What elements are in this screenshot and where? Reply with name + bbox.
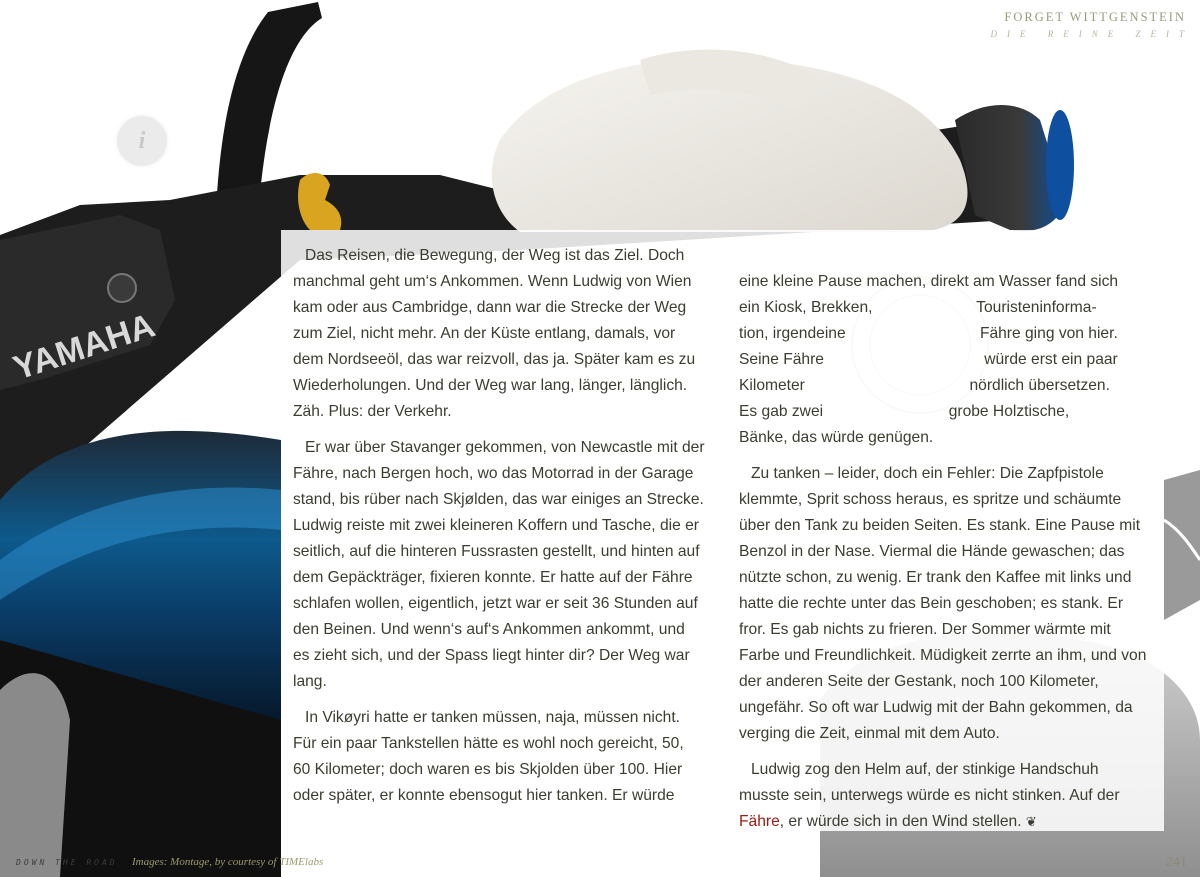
book-title: FORGET WITTGENSTEIN	[1004, 10, 1186, 24]
image-credit: Images: Montage, by courtesy of TIMElabs	[132, 856, 324, 868]
section-label: DOWN THE ROAD	[16, 858, 118, 867]
paragraph	[739, 757, 1151, 835]
text-line: eine kleine Pause machen, direkt am Wasser fand sich	[739, 273, 1119, 290]
text-line: Kilometer nördlich übersetzen.	[739, 377, 1110, 394]
paragraph: Er war über Stavanger gekommen, von Newcastle mit der Fähre, nach Bergen hoch, wo das Motorrad in der Garage stand, bis rüber nach Skjølden, das war einiges an Strecke. Ludwig reiste mit zwei kleineren Koffern und Tasche, die er seitlich, auf die hinteren Fussrasten gestellt, und hinten auf dem Gepäckträger, fixieren konnte. Er hatte auf der Fähre schlafen wollen, eigentlich, jetzt war er seit 36 Stunden auf den Beinen. Und wenn‘s auf‘s Ankommen ankommt, und es zieht sich, und der Spass liegt hinter dir? Der Weg war lang.	[293, 439, 705, 690]
end-of-article-icon: ❦	[1025, 814, 1037, 829]
paragraph: Zu tanken – leider, doch ein Fehler: Die Zapfpistole klemmte, Sprit schoss heraus, es spritze und schäumte über den Tank zu beiden Seiten. Es stank. Eine Pause mit Benzol in der Nase. Viermal die Hände gewaschen; das nützte schon, zu wenig. Er trank den Kaffee mit links und hatte die rechte unter das Bein geschoben; es stank. Er fror. Es gab nichts zu frieren. Der Sommer wärmte mit Farbe und Freundlichkeit. Müdigkeit zerrte an ihm, und von der anderen Seite der Gestank, noch 100 Kilometer, ungefähr. So oft war Ludwig mit der Bahn gekommen, da verging die Zeit, einmal mit dem Auto.	[739, 465, 1147, 742]
text-line: Seine Fähre würde erst ein paar	[739, 351, 1118, 368]
yamaha-brand-text: YAMAHA	[8, 306, 160, 388]
text-line: Bänke, das würde genügen.	[739, 429, 934, 446]
info-icon: i	[138, 127, 146, 154]
article-text-panel	[281, 230, 1164, 831]
text-line: tion, irgendeine Fähre ging von hier.	[739, 325, 1118, 342]
text-line: Es gab zwei grobe Holztische,	[739, 403, 1070, 420]
book-header	[990, 10, 1194, 39]
chapter-subtitle: DIE REINE ZEIT	[990, 29, 1194, 39]
text-line: ein Kiosk, Brekken, Touristeninforma-	[739, 299, 1097, 316]
paragraph: Das Reisen, die Bewegung, der Weg ist das Ziel. Doch manchmal geht um‘s Ankommen. Wenn Ludwig von Wien kam oder aus Cambridge, dann war die Strecke der Weg zum Ziel, nicht mehr. An der Küste entlang, damals, vor dem Nordseeöl, das war reizvoll, das ja. Später kam es zu Wiederholungen. Und der Weg war lang, länger, länglich. Zäh. Plus: der Verkehr.	[293, 247, 696, 420]
page-number: 241	[1166, 855, 1187, 870]
text-column-right	[739, 243, 1151, 845]
paragraph-text: Ludwig zog den Helm auf, der stinkige Handschuh musste sein, unterwegs würde es nicht stinken. Auf der	[739, 761, 1120, 804]
paragraph-continuation	[739, 243, 1151, 451]
info-button[interactable]	[117, 116, 167, 166]
paragraph-text: , er würde sich in den Wind stellen.	[779, 813, 1022, 830]
paragraph: In Vikøyri hatte er tanken müssen, naja, müssen nicht. Für ein paar Tankstellen hätte es wohl noch gereicht, 50, 60 Kilometer; doch waren es bis Skjolden über 100. Hier oder später, er konnte ebensogut hier tanken. Er würde	[293, 709, 684, 804]
faehre-link[interactable]: Fähre	[739, 813, 780, 830]
text-column-left	[293, 243, 705, 819]
